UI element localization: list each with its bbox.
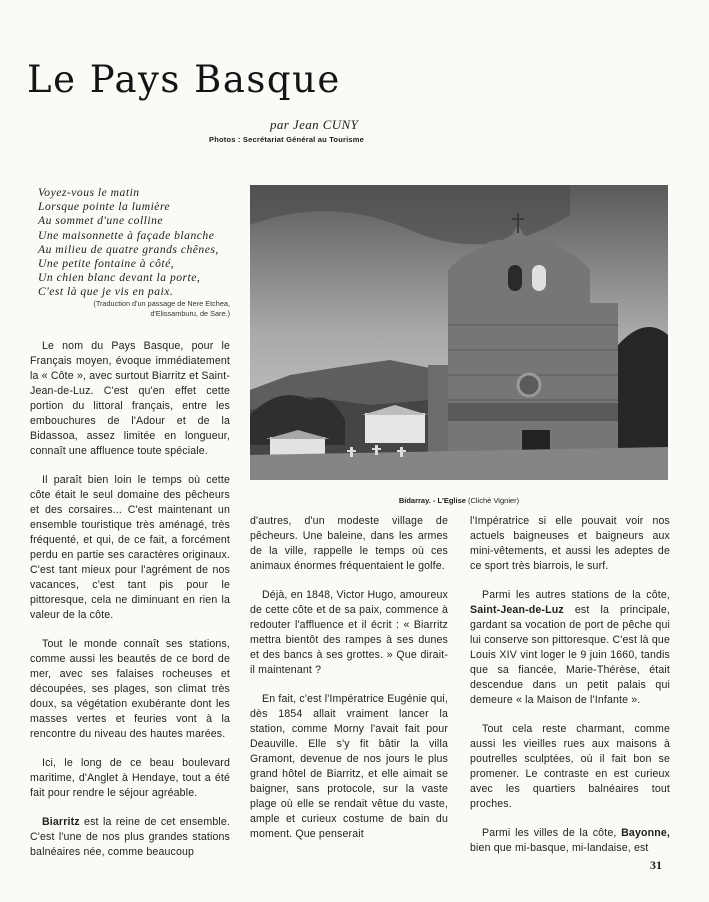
paragraph: l'Impératrice si elle pouvait voir nos actuels baigneuses et baigneurs aux mini-vêtements, et aussi les adeptes de ce sport très biarrois, le surf. (470, 515, 670, 572)
text-column-2 (250, 514, 448, 856)
paragraph (470, 588, 670, 708)
poem-line: Un chien blanc devant la porte, (38, 271, 201, 285)
paragraph: d'autres, d'un modeste village de pêcheurs. Une baleine, dans les armes de la ville, rappelle le temps où ces animaux énormes fréquentaient le golfe. (250, 515, 448, 572)
paragraph-text: bien que mi-basque, mi-landaise, est (470, 842, 649, 854)
article-title: Le Pays Basque (27, 58, 341, 101)
translation-line: (Traduction d'un passage de Nere Etchea, (93, 299, 230, 308)
paragraph: Tout le monde connaît ses stations, comme aussi les beautés de ce bord de mer, avec ses falaises rocheuses et découpées, ses plages, son climat très doux, sa végétation exubérante dont les masses vertes et feuries vont à la rencontre du niveau des hautes marées. (30, 638, 230, 740)
poem-line: C'est là que je vis en paix. (38, 285, 174, 299)
church-photo-illustration (250, 185, 668, 480)
photo-credit: Photos : Secrétariat Général au Tourisme (209, 135, 364, 144)
paragraph (470, 826, 670, 856)
poem-line: Au milieu de quatre grands chênes, (38, 242, 219, 256)
paragraph: Le nom du Pays Basque, pour le Français moyen, évoque immédiatement la « Côte », avec surtout Biarritz et Saint-Jean-de-Luz. C'est qu'en effet cette portion du littoral français, entre les embouchures de l'Adour et de la Bidassoa, assez limitée en longueur, connaît une affluence toute spéciale. (30, 340, 230, 457)
translation-line: d'Elissamburu, de Sare.) (150, 309, 230, 318)
paragraph: En fait, c'est l'Impératrice Eugénie qui, dès 1854 allait vraiment lancer la station, comme Morny l'avait fait pour Deauville. Elle s'y fit bâtir la villa Gramont, devenue de nos jours le plus grand hôtel de Biarritz, et elle aimait se baigner, sans protocole, sur la vaste plage où elle se rendait vêtue du vaste, ample et curieux costume de bain du moment. Que penserait (250, 693, 448, 840)
page-number: 31 (650, 858, 662, 872)
poem-line: Lorsque pointe la lumière (38, 200, 171, 214)
paragraph-text: est la principale, gardant sa vocation de port de pêche qui lui conserve son pittoresque. C'est là que Louis XIV vint loger le 9 juin 1660, tandis que sa fiancée, Marie-Thérèse, était descendue dans un petit palais qui demeure « la Maison de l'Infante ». (470, 604, 670, 706)
paragraph: Déjà, en 1848, Victor Hugo, amoureux de cette côte et de sa paix, commence à redouter l'affluence et il écrit : « Biarritz mettra bientôt des rampes à ses dunes et des bancs à ses grottes. » Que dirait-il maintenant ? (250, 589, 448, 676)
paragraph-text: Parmi les autres stations de la côte, (482, 589, 670, 601)
paragraph: Tout cela reste charmant, comme aussi les vieilles rues aux maisons à poutrelles sculptées, où il fait bon se promener. Le contraste en est curieux avec les quartiers balnéaires tout proches. (470, 723, 670, 810)
paragraph-text: est la reine de cet ensemble. C'est l'une de nos plus grandes stations balnéaires née, comme beaucoup (30, 816, 230, 858)
caption-credit: (Cliché Vignier) (468, 496, 520, 505)
place-name: Bayonne, (621, 827, 670, 839)
paragraph: Il paraît bien loin le temps où cette côte était le seul domaine des pêcheurs et des corsaires... C'est maintenant un ensemble touristique très aménagé, très fréquenté, et qui, de ce fait, a forcément perdu en partie ses caractères originaux. C'est tant mieux pour l'agrément de nos vacances, c'est tant pis pour le pittoresque, cela ne diminuant en rien la valeur de la côte. (30, 474, 230, 621)
poem-line: Au sommet d'une colline (38, 214, 164, 228)
church-photo (250, 185, 668, 480)
text-column-3 (470, 514, 670, 870)
caption-title: Bidarray. - L'Eglise (398, 496, 466, 505)
paragraph: Ici, le long de ce beau boulevard maritime, d'Anglet à Hendaye, tout a été fait pour rendre le séjour agréable. (30, 757, 230, 799)
epigraph-poem (38, 186, 238, 300)
paragraph-text: Parmi les villes de la côte, (482, 827, 622, 839)
poem-line: Une maisonnette à façade blanche (38, 228, 215, 242)
place-name: Saint-Jean-de-Luz (470, 604, 564, 616)
translation-note (40, 299, 230, 319)
photo-caption (250, 496, 668, 505)
paragraph (30, 815, 230, 860)
poem-line: Une petite fontaine à côté, (38, 257, 175, 271)
place-name: Biarritz (42, 816, 80, 828)
text-column-1 (30, 339, 230, 874)
byline: par Jean CUNY (270, 117, 359, 132)
poem-line: Voyez-vous le matin (38, 186, 140, 199)
